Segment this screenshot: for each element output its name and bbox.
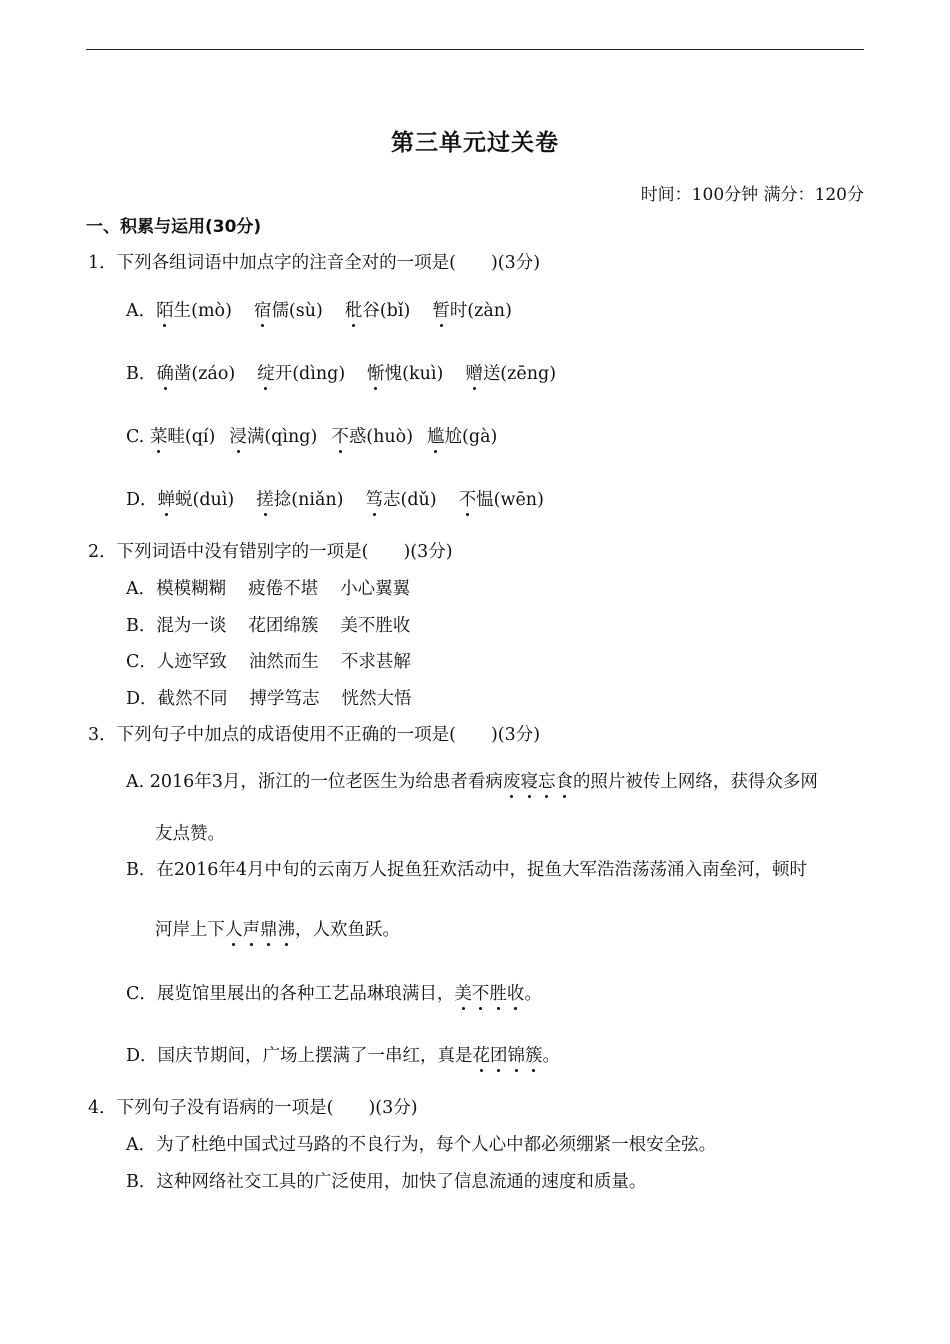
question-4-stem: 4．下列句子没有语病的一项是( )(3分)	[88, 1098, 418, 1118]
word-with-pinyin	[156, 366, 235, 384]
question-3-option-b	[126, 862, 807, 880]
word-with-pinyin	[465, 366, 556, 384]
option-label: C．	[126, 984, 157, 1004]
dotted-character: 绽	[257, 364, 275, 384]
dotted-character: 浸	[229, 427, 247, 447]
option-word: 油然而生	[248, 652, 319, 672]
dotted-character: 胜	[489, 984, 507, 1004]
word-rest: 凿(záo)	[173, 364, 236, 384]
option-word: 混为一谈	[156, 616, 227, 636]
option-word: 截然不同	[157, 689, 228, 709]
option-word: 人迹罕致	[156, 652, 227, 672]
dotted-character: 锦	[507, 1046, 526, 1066]
word-rest: 愠(wēn)	[476, 490, 544, 510]
word-with-pinyin	[432, 303, 512, 321]
dotted-character: 声	[242, 920, 260, 940]
word-rest: 愧(kuì)	[384, 364, 444, 384]
option-text: 。	[542, 1046, 561, 1066]
dotted-character: 赠	[465, 364, 483, 384]
section-heading: 一、积累与运用(30分)	[86, 217, 262, 237]
word-rest: 时(zàn)	[449, 301, 512, 321]
dotted-idiom	[473, 1046, 543, 1066]
dotted-character: 搓	[256, 490, 274, 510]
option-text: 展览馆里展出的各种工艺品琳琅满目，	[156, 984, 455, 1004]
option-text: 的照片被传上网络，获得众多网	[572, 772, 818, 792]
word-with-pinyin	[256, 492, 343, 510]
word-with-pinyin	[459, 492, 544, 510]
dotted-character: 秕	[344, 301, 363, 321]
option-label: D．	[126, 1046, 158, 1066]
dotted-character: 惭	[367, 364, 385, 384]
word-rest: 志(dǔ)	[383, 490, 437, 510]
option-word: 搏学笃志	[249, 689, 320, 709]
dotted-character: 不	[331, 427, 349, 447]
option-label: D．	[126, 689, 158, 709]
question-4-option-a	[126, 1137, 716, 1155]
option-text: 。	[524, 984, 542, 1004]
dotted-character: 美	[454, 984, 472, 1004]
option-label: A．	[126, 1135, 157, 1155]
word-with-pinyin	[427, 429, 497, 447]
option-text: 这种网络社交工具的广泛使用，加快了信息流通的速度和质量。	[156, 1172, 647, 1192]
option-word: 恍然大悟	[341, 689, 412, 709]
dotted-character: 笃	[365, 490, 383, 510]
dotted-character: 不	[471, 984, 490, 1004]
question-3-stem: 3．下列句子中加点的成语使用不正确的一项是( )(3分)	[88, 725, 541, 745]
word-rest: 尬(gà)	[444, 427, 498, 447]
option-word: 小心翼翼	[340, 579, 411, 599]
option-label: D．	[126, 490, 158, 510]
dotted-character: 暂	[432, 301, 450, 321]
word-with-pinyin	[150, 429, 215, 447]
option-label: B．	[126, 1172, 157, 1192]
dotted-character: 陌	[156, 301, 174, 321]
word-with-pinyin	[254, 303, 323, 321]
option-label: B．	[126, 616, 157, 636]
word-rest: 捻(niǎn)	[273, 490, 344, 510]
option-label: A．	[126, 579, 157, 599]
word-with-pinyin	[331, 429, 413, 447]
word-rest: 谷(bǐ)	[362, 301, 411, 321]
dotted-character: 人	[225, 920, 243, 940]
dotted-character: 不	[458, 490, 477, 510]
option-label: A．	[126, 301, 157, 321]
dotted-character: 收	[506, 984, 525, 1004]
dotted-character: 团	[490, 1046, 508, 1066]
question-2-option-d	[126, 691, 412, 709]
option-label: B．	[126, 364, 157, 384]
dotted-character: 尴	[427, 427, 445, 447]
word-rest: 惑(huò)	[348, 427, 414, 447]
word-rest: 生(mò)	[173, 301, 232, 321]
question-1-option-b	[126, 366, 556, 384]
option-label: C.	[126, 427, 150, 447]
option-text: ，人欢鱼跃。	[295, 920, 400, 940]
dotted-character: 沸	[277, 920, 295, 940]
dotted-character: 菜	[149, 427, 168, 447]
word-rest: 蜕(duì)	[175, 490, 235, 510]
page-title: 第三单元过关卷	[391, 130, 559, 156]
question-2-stem: 2．下列词语中没有错别字的一项是( )(3分)	[88, 542, 453, 562]
option-word: 美不胜收	[340, 616, 411, 636]
question-2-option-a	[126, 581, 410, 599]
word-rest: 开(dìng)	[274, 364, 346, 384]
header-rule	[86, 49, 864, 50]
option-word: 模模糊糊	[156, 579, 227, 599]
question-1-option-a	[126, 303, 512, 321]
option-text: 河岸上下	[155, 920, 225, 940]
option-text: 在2016年4月中旬的云南万人捉鱼狂欢活动中，捉鱼大军浩浩荡荡涌入南垒河，顿时	[156, 860, 808, 880]
word-rest: 儒(sù)	[271, 301, 323, 321]
question-2-option-c	[126, 654, 411, 672]
question-1-option-d	[126, 492, 544, 510]
option-label: B．	[126, 860, 157, 880]
question-3-option-d	[126, 1048, 560, 1066]
word-with-pinyin	[229, 429, 317, 447]
word-rest: 畦(qí)	[167, 427, 216, 447]
option-label: C．	[126, 652, 157, 672]
dotted-character: 忘	[537, 772, 556, 792]
dotted-idiom	[454, 984, 524, 1004]
dotted-character: 废	[502, 772, 521, 792]
dotted-character: 寝	[520, 772, 538, 792]
question-1-stem: 1．下列各组词语中加点字的注音全对的一项是( )(3分)	[88, 253, 541, 273]
question-3-option-a-cont: 友点赞。	[155, 824, 225, 844]
dotted-character: 确	[156, 364, 174, 384]
word-with-pinyin	[158, 492, 235, 510]
option-word: 不求甚解	[340, 652, 411, 672]
word-with-pinyin	[345, 303, 410, 321]
word-with-pinyin	[366, 492, 437, 510]
option-label: A.	[126, 772, 150, 792]
exam-meta: 时间：100分钟 满分：120分	[640, 185, 864, 205]
dotted-idiom	[225, 920, 295, 940]
option-word: 花团绵簇	[248, 616, 319, 636]
question-3-option-b-cont	[155, 922, 400, 940]
question-4-option-b	[126, 1174, 646, 1192]
word-with-pinyin	[156, 303, 232, 321]
option-text: 国庆节期间，广场上摆满了一串红，真是	[157, 1046, 473, 1066]
question-3-option-a	[126, 774, 818, 792]
option-text: 2016年3月，浙江的一位老医生为给患者看病	[149, 772, 503, 792]
dotted-character: 鼎	[260, 920, 278, 940]
dotted-character: 宿	[253, 301, 272, 321]
dotted-character: 花	[472, 1046, 491, 1066]
word-rest: 送(zēng)	[482, 364, 557, 384]
option-text: 为了杜绝中国式过马路的不良行为，每个人心中都必须绷紧一根安全弦。	[156, 1135, 717, 1155]
dotted-character: 簇	[525, 1046, 543, 1066]
question-3-option-c	[126, 986, 542, 1004]
word-rest: 满(qìng)	[246, 427, 318, 447]
word-with-pinyin	[367, 366, 443, 384]
dotted-character: 蝉	[157, 490, 176, 510]
dotted-character: 食	[555, 772, 573, 792]
word-with-pinyin	[257, 366, 345, 384]
option-word: 疲倦不堪	[248, 579, 319, 599]
question-2-option-b	[126, 618, 410, 636]
dotted-idiom	[503, 772, 573, 792]
question-1-option-c	[126, 429, 497, 447]
